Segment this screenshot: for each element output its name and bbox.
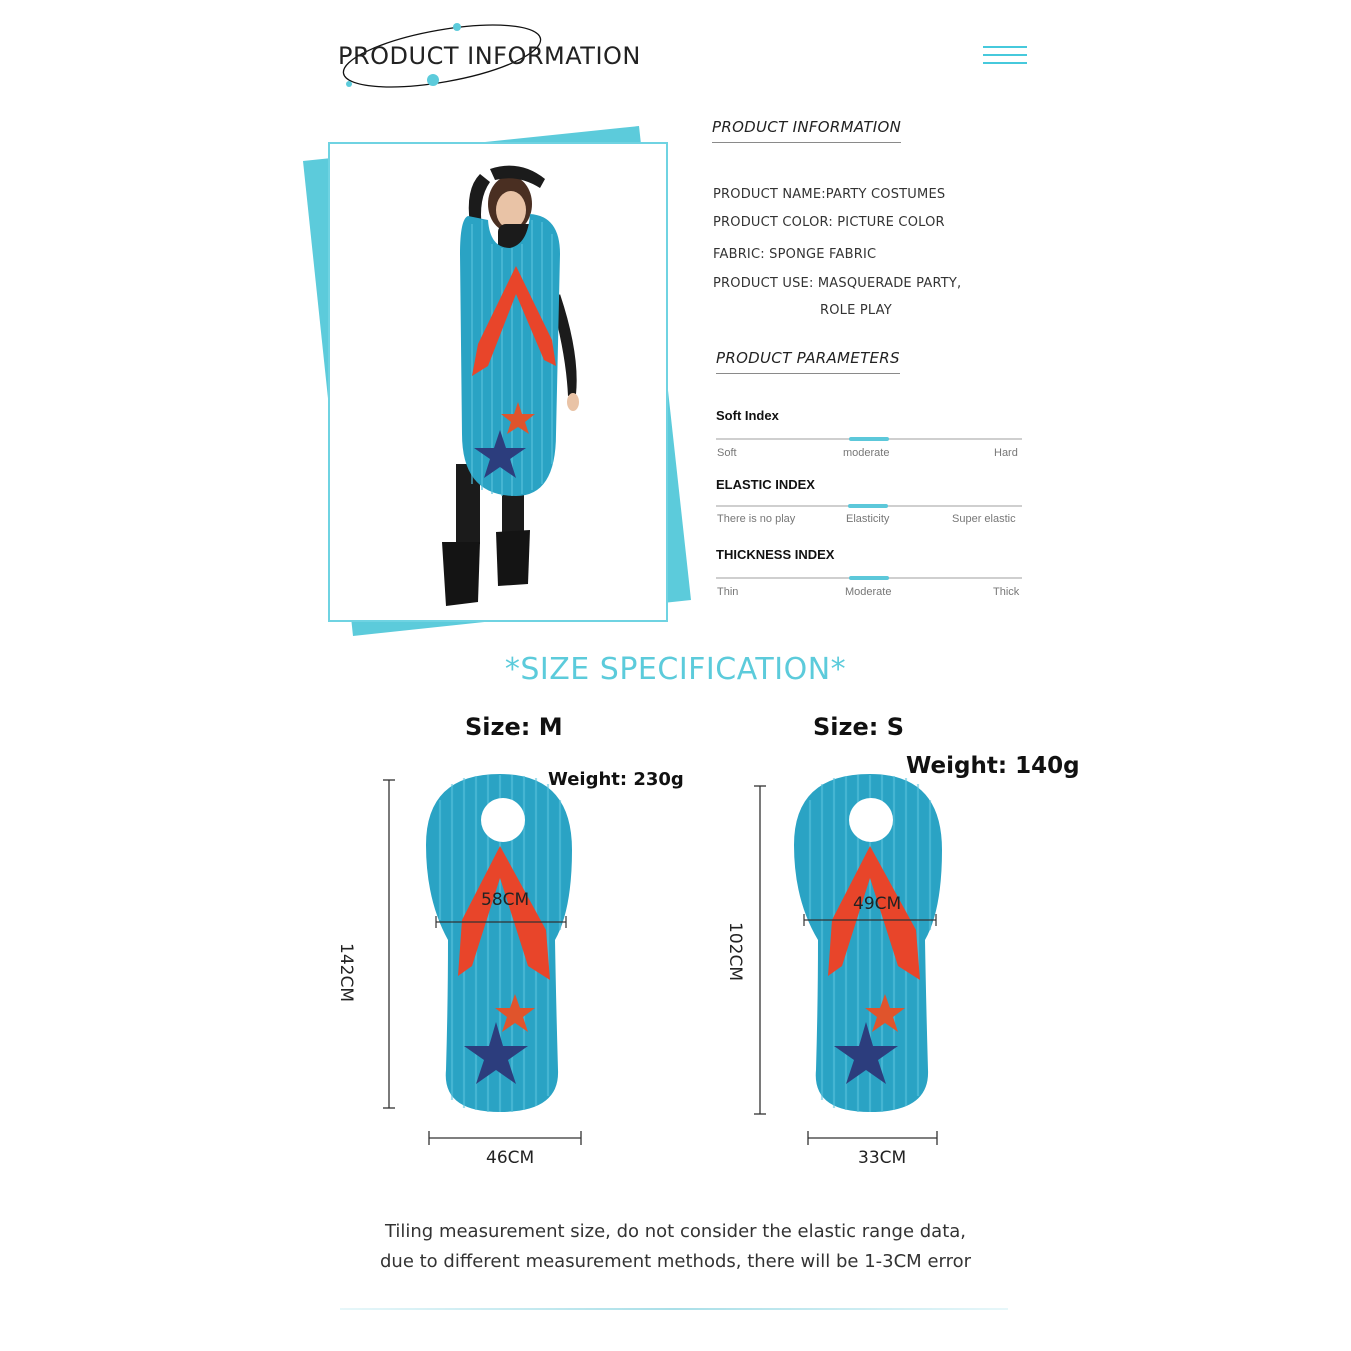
elastic-index-low: There is no play xyxy=(717,513,796,525)
size-specification-title: *SIZE SPECIFICATION* xyxy=(504,652,847,687)
measurement-note-line-2: due to different measurement methods, there will be 1-3CM error xyxy=(379,1251,972,1272)
product-use-continued: ROLE PLAY xyxy=(820,303,892,318)
product-name: PRODUCT NAME:PARTY COSTUMES xyxy=(713,187,946,202)
footer-divider xyxy=(340,1308,1008,1310)
elastic-index-marker xyxy=(848,504,888,508)
menu-icon[interactable] xyxy=(983,46,1027,66)
soft-index-high: Hard xyxy=(994,447,1018,459)
soft-index-low: Soft xyxy=(717,447,737,459)
size-s-weight: Weight: 140g xyxy=(906,753,1080,779)
elastic-index-mid: Elasticity xyxy=(846,513,890,525)
size-m-width: 58CM xyxy=(481,890,530,910)
product-info-heading: PRODUCT INFORMATION xyxy=(712,118,901,143)
size-s-diagram xyxy=(720,770,960,1150)
thickness-index-marker xyxy=(849,576,889,580)
page-title: PRODUCT INFORMATION xyxy=(338,42,641,70)
thickness-index-title: THICKNESS INDEX xyxy=(716,547,835,562)
soft-index-marker xyxy=(849,437,889,441)
size-m-diagram xyxy=(350,770,590,1150)
product-parameters-heading: PRODUCT PARAMETERS xyxy=(716,349,900,374)
size-s-width: 49CM xyxy=(853,894,902,914)
product-use: PRODUCT USE: MASQUERADE PARTY, xyxy=(713,276,962,291)
elastic-index-high: Super elastic xyxy=(952,513,1016,525)
size-s-height: 102CM xyxy=(725,922,745,981)
product-fabric: FABRIC: SPONGE FABRIC xyxy=(713,247,877,262)
size-s-label: Size: S xyxy=(813,713,904,741)
thickness-index-mid: Moderate xyxy=(845,586,892,598)
size-m-label: Size: M xyxy=(465,713,563,741)
thickness-index-low: Thin xyxy=(717,586,739,598)
size-m-bottom: 46CM xyxy=(486,1148,535,1168)
size-m-height: 142CM xyxy=(336,943,356,1002)
thickness-index-high: Thick xyxy=(993,586,1020,598)
measurement-note-line-1: Tiling measurement size, do not consider the elastic range data, xyxy=(384,1221,967,1242)
soft-index-title: Soft Index xyxy=(716,408,779,423)
size-m-weight: Weight: 230g xyxy=(548,769,684,790)
elastic-index-title: ELASTIC INDEX xyxy=(716,477,815,492)
soft-index-mid: moderate xyxy=(843,447,890,459)
product-photo xyxy=(328,142,668,622)
product-color: PRODUCT COLOR: PICTURE COLOR xyxy=(713,215,945,230)
costume-model-illustration xyxy=(330,144,666,620)
size-s-bottom: 33CM xyxy=(858,1148,907,1168)
